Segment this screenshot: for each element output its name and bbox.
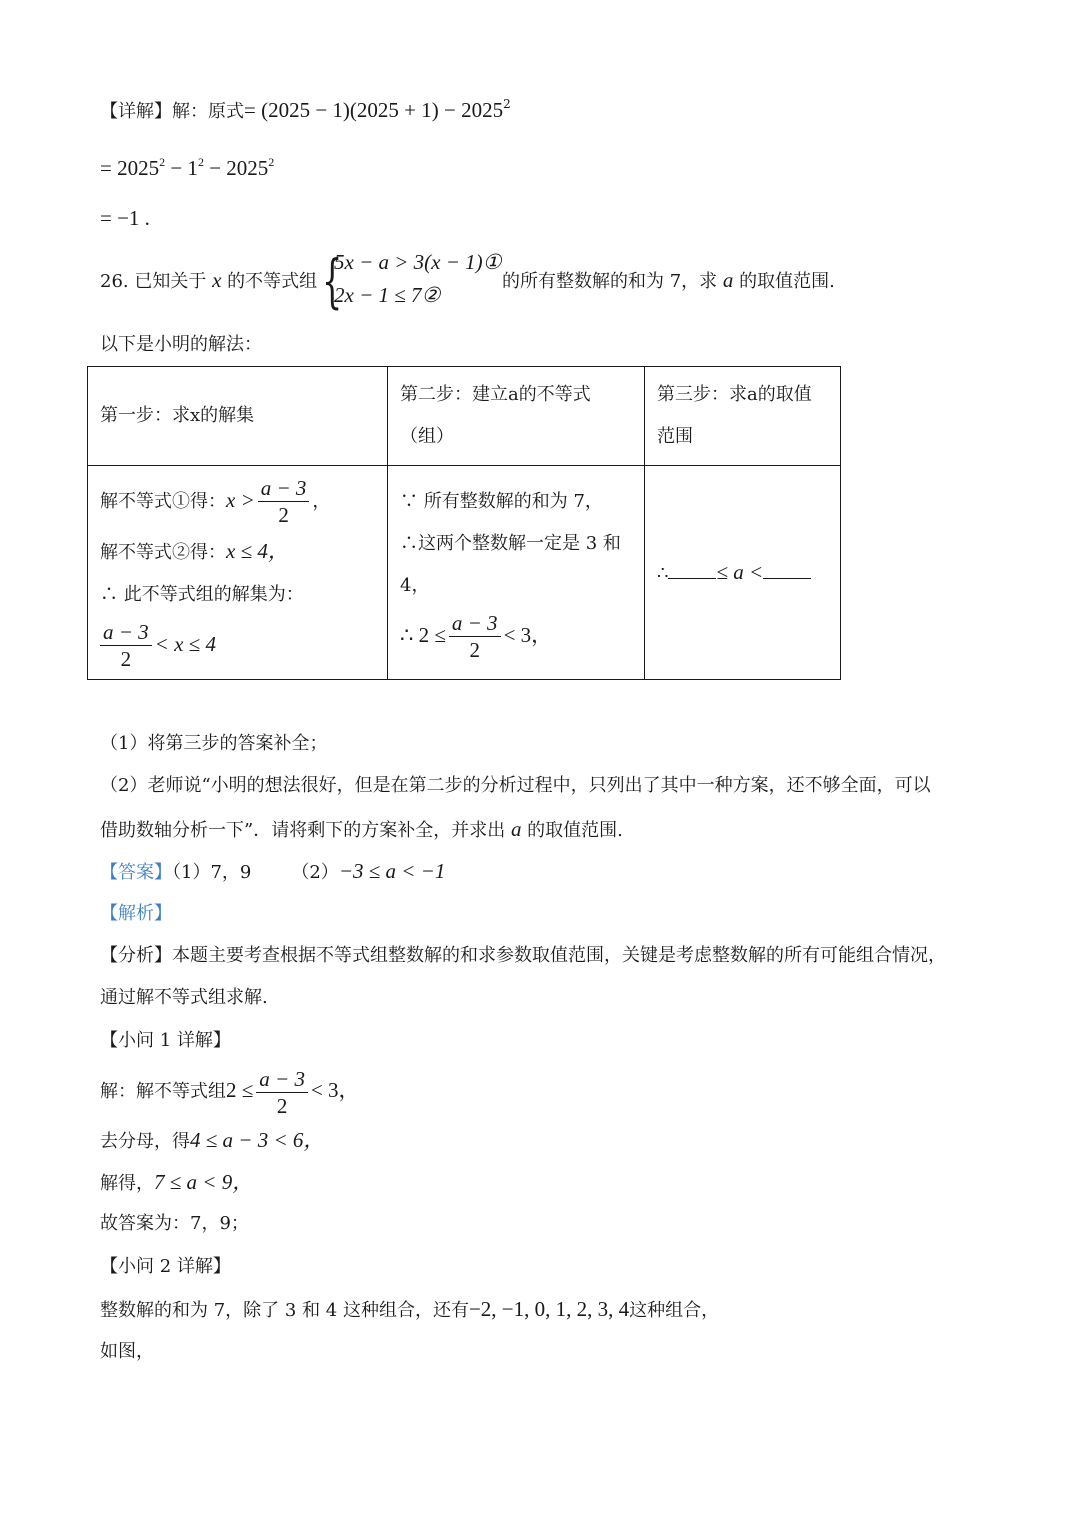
answer-blank-1[interactable]: [668, 560, 716, 579]
header-step-2: 第二步：建立a的不等式 （组）: [388, 367, 645, 466]
question-26-stem-end: 的所有整数解的和为 7，求 a 的取值范围.: [502, 268, 835, 292]
fraction: $\frac{a - 3}{2}$: [100, 619, 152, 672]
subquestion-1-line-2: 去分母，得4 ≤ a − 3 < 6，: [100, 1128, 325, 1152]
detail-line-1: [100, 97, 511, 125]
cell-step-1: 解不等式①得：x > $\frac{a - 3}{2}$ ， 解不等式②得：x ≤ 4， ∴ 此不等式组的解集为： $\frac{a - 3}{2}$ < x ≤ 4: [88, 466, 388, 680]
intro-text: 以下是小明的解法：: [100, 334, 262, 355]
inequality-1: 5x − a > 3(x − 1)①: [334, 250, 502, 274]
analysis-line-2: 通过解不等式组求解.: [100, 987, 268, 1008]
analysis-tag: 【解析】: [100, 903, 172, 924]
table-body-row: [88, 466, 841, 680]
inequality-2: 2x − 1 ≤ 7②: [334, 283, 441, 307]
header-step-3: 第三步：求a的取值 范围: [645, 367, 841, 466]
detail-equation-3: = −1 .: [100, 206, 150, 230]
answer-line: 【答案】（1）7，9 （2）−3 ≤ a < −1: [100, 859, 446, 883]
subquestion-2-line-2: 如图，: [100, 1341, 154, 1362]
table-header-row: [88, 367, 841, 466]
solution-table: [87, 366, 841, 680]
subquestion-2-heading: 【小问 2 详解】: [100, 1256, 231, 1277]
cell-step-2: ∵ 所有整数解的和为 7， ∴这两个整数解一定是 3 和 4， ∴ 2 ≤ $\frac{a - 3}{2}$ < 3，: [388, 466, 645, 680]
header-step-1: 第一步：求x的解集: [88, 367, 388, 466]
fraction: $\frac{a - 3}{2}$: [258, 475, 310, 528]
subquestion-2-line-1: （2）老师说“小明的想法很好，但是在第二步的分析过程中，只列出了其中一种方案，还不够全面，可以: [100, 775, 931, 796]
subquestion-2-line-1: 整数解的和为 7，除了 3 和 4 这种组合，还有−2, −1, 0, 1, 2, 3, 4这种组合，: [100, 1297, 720, 1321]
subquestion-1-line-1: 解：解不等式组2 ≤ $\frac{a - 3}{2}$ < 3，: [100, 1066, 360, 1118]
inequality-system: [322, 247, 502, 315]
detail-equation-1: = (2025 − 1)(2025 + 1) − 2025: [244, 98, 504, 122]
subquestion-1-heading: 【小问 1 详解】: [100, 1030, 231, 1051]
fraction: $\frac{a - 3}{2}$: [449, 610, 501, 663]
analysis-line-1: 【分析】本题主要考查根据不等式组整数解的和求参数取值范围，关键是考虑整数解的所有可能组合情况，: [100, 945, 946, 966]
subquestion-1: （1）将第三步的答案补全；: [100, 733, 328, 754]
subquestion-2-line-2: 借助数轴分析一下”．请将剩下的方案补全，并求出 a 的取值范围.: [100, 817, 623, 841]
detail-equation-1-exponent: 2: [503, 97, 511, 111]
answer-tag: 【答案】: [100, 862, 172, 883]
cell-step-3: ∴ ≤ a <: [645, 466, 841, 680]
answer-blank-2[interactable]: [763, 560, 811, 579]
detail-equation-2: = $2025^2 - 1^2 - 2025^2$: [100, 155, 275, 180]
subquestion-1-line-3: 解得，7 ≤ a < 9，: [100, 1170, 254, 1194]
fraction: $\frac{a - 3}{2}$: [256, 1066, 308, 1119]
detail-heading: 【详解】解：原式: [100, 101, 244, 122]
left-brace: {: [322, 247, 343, 315]
question-26-stem: 26. 已知关于 x 的不等式组: [100, 268, 318, 292]
subquestion-1-line-4: 故答案为：7，9；: [100, 1213, 249, 1234]
